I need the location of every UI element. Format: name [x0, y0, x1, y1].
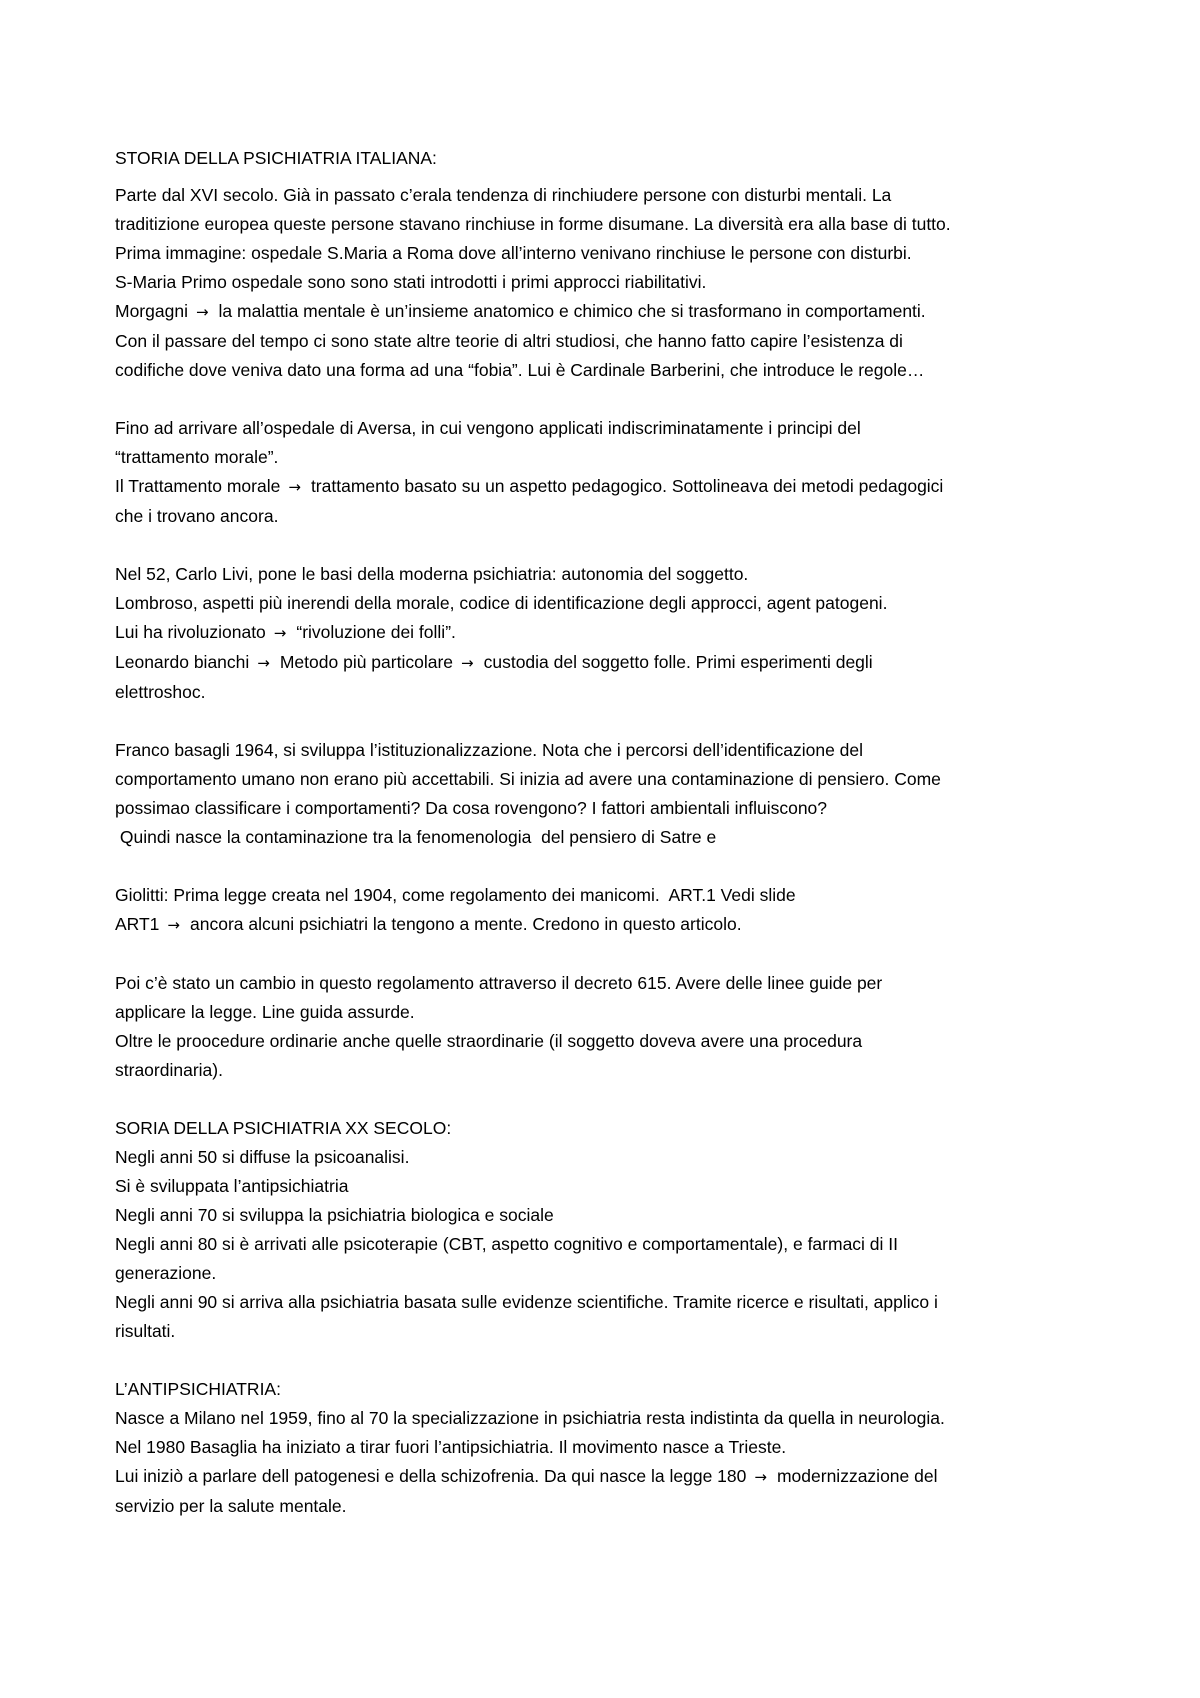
text-segment: codifiche dove veniva dato una forma ad una “fobia”. Lui è Cardinale Barberini, che introduce le regole…	[115, 360, 925, 380]
paragraph-gap	[115, 1085, 1100, 1114]
text-line	[115, 881, 1100, 910]
text-line	[115, 472, 1100, 502]
text-segment: che i trovano ancora.	[115, 506, 279, 526]
arrow-right-icon: →	[754, 1468, 767, 1486]
text-line	[115, 414, 1100, 443]
text-segment: Parte dal XVI secolo. Già in passato c’erala tendenza di rinchiudere persone con disturbi mentali. La	[115, 185, 892, 205]
text-line	[115, 1462, 1100, 1492]
text-segment: Quindi nasce la contaminazione tra la fenomenologia del pensiero di Satre e	[115, 827, 717, 847]
text-line	[115, 1172, 1100, 1201]
text-segment: possimao classificare i comportamenti? Da cosa rovengono? I fattori ambientali influiscono?	[115, 798, 828, 818]
text-line	[115, 794, 1100, 823]
text-segment: Giolitti: Prima legge creata nel 1904, come regolamento dei manicomi. ART.1 Vedi slide	[115, 885, 796, 905]
text-segment: applicare la legge. Line guida assurde.	[115, 1002, 415, 1022]
text-line	[115, 1288, 1100, 1317]
text-segment: Negli anni 80 si è arrivati alle psicoterapie (CBT, aspetto cognitivo e comportamentale), e farmaci di II	[115, 1234, 899, 1254]
text-segment: custodia del soggetto folle. Primi esperimenti degli	[483, 652, 873, 672]
paragraph-gap	[115, 1346, 1100, 1375]
text-line	[115, 1056, 1100, 1085]
text-segment: Fino ad arrivare all’ospedale di Aversa, in cui vengono applicati indiscriminatamente i principi del	[115, 418, 861, 438]
text-line	[115, 648, 1100, 678]
text-segment: Negli anni 50 si diffuse la psicoanalisi.	[115, 1147, 410, 1167]
text-segment: Oltre le proocedure ordinarie anche quelle straordinarie (il soggetto doveva avere una procedura	[115, 1031, 863, 1051]
text-line	[115, 1433, 1100, 1462]
text-segment: Si è sviluppata l’antipsichiatria	[115, 1176, 349, 1196]
text-segment: Morgagni	[115, 301, 188, 321]
text-line	[115, 1201, 1100, 1230]
document-body	[115, 144, 1100, 1521]
text-line	[115, 998, 1100, 1027]
section-title: STORIA DELLA PSICHIATRIA ITALIANA:	[115, 148, 437, 168]
paragraph-gap	[115, 940, 1100, 969]
text-segment: straordinaria).	[115, 1060, 223, 1080]
text-line	[115, 1375, 1100, 1404]
text-segment: traditizione europea queste persone stavano rinchiuse in forme disumane. La diversità era alla base di tutto.	[115, 214, 951, 234]
text-segment: ART1	[115, 914, 160, 934]
document-section	[115, 736, 1100, 852]
document-section	[115, 1114, 1100, 1346]
document-section	[115, 969, 1100, 1085]
text-line	[115, 1230, 1100, 1259]
paragraph-gap	[115, 852, 1100, 881]
text-segment: Metodo più particolare	[279, 652, 454, 672]
text-segment: la malattia mentale è un’insieme anatomico e chimico che si trasformano in comportamenti.	[218, 301, 926, 321]
text-line	[115, 823, 1100, 852]
text-segment: risultati.	[115, 1321, 176, 1341]
text-segment: Leonardo bianchi	[115, 652, 250, 672]
arrow-right-icon: →	[273, 624, 287, 642]
text-segment: Nasce a Milano nel 1959, fino al 70 la specializzazione in psichiatria resta indistinta da quella in neurologia.	[115, 1408, 945, 1428]
text-segment: Nel 52, Carlo Livi, pone le basi della moderna psichiatria: autonomia del soggetto.	[115, 564, 749, 584]
text-line	[115, 736, 1100, 765]
text-segment: Lombroso, aspetti più inerendi della morale, codice di identificazione degli approcci, agent patogeni.	[115, 593, 888, 613]
arrow-right-icon: →	[461, 654, 474, 672]
arrow-right-icon: →	[167, 916, 180, 934]
text-segment: Lui ha rivoluzionato	[115, 622, 266, 642]
text-line	[115, 1492, 1100, 1521]
text-line	[115, 443, 1100, 472]
text-line	[115, 1259, 1100, 1288]
text-line	[115, 297, 1100, 327]
arrow-right-icon: →	[195, 303, 209, 321]
text-segment: trattamento basato su un aspetto pedagogico. Sottolineava dei metodi pedagogici	[310, 476, 944, 496]
text-line	[115, 1404, 1100, 1433]
text-segment: Poi c’è stato un cambio in questo regolamento attraverso il decreto 615. Avere delle linee guide per	[115, 973, 883, 993]
text-segment: Con il passare del tempo ci sono state altre teorie di altri studiosi, che hanno fatto capire l’esistenza di	[115, 331, 903, 351]
text-segment: Negli anni 90 si arriva alla psichiatria basata sulle evidenze scientifiche. Tramite ricerce e risultati, applico i	[115, 1292, 938, 1312]
text-segment: “rivoluzione dei folli”.	[296, 622, 456, 642]
text-line	[115, 502, 1100, 531]
text-segment: Lui iniziò a parlare dell patogenesi e della schizofrenia. Da qui nasce la legge 180	[115, 1466, 747, 1486]
text-line	[115, 181, 1100, 210]
text-line	[115, 560, 1100, 589]
text-segment: generazione.	[115, 1263, 217, 1283]
document-section	[115, 144, 1100, 385]
arrow-right-icon: →	[257, 654, 270, 672]
text-line	[115, 969, 1100, 998]
text-segment: S-Maria Primo ospedale sono sono stati introdotti i primi approcci riabilitativi.	[115, 272, 707, 292]
text-segment: comportamento umano non erano più accettabili. Si inizia ad avere una contaminazione di pensiero. Come	[115, 769, 941, 789]
text-line	[115, 910, 1100, 940]
text-segment: Nel 1980 Basaglia ha iniziato a tirar fuori l’antipsichiatria. Il movimento nasce a Trieste.	[115, 1437, 787, 1457]
text-segment: Franco basagli 1964, si sviluppa l’istituzionalizzazione. Nota che i percorsi dell’identificazione del	[115, 740, 864, 760]
text-line	[115, 618, 1100, 648]
text-segment: Negli anni 70 si sviluppa la psichiatria biologica e sociale	[115, 1205, 554, 1225]
text-segment: “trattamento morale”.	[115, 447, 279, 467]
text-line	[115, 1143, 1100, 1172]
text-segment: Il Trattamento morale	[115, 476, 281, 496]
document-section	[115, 414, 1100, 531]
document-section	[115, 1375, 1100, 1521]
text-line	[115, 356, 1100, 385]
arrow-right-icon: →	[288, 478, 301, 496]
text-segment: servizio per la salute mentale.	[115, 1496, 347, 1516]
text-segment: elettroshoc.	[115, 682, 206, 702]
text-segment: L’ANTIPSICHIATRIA:	[115, 1379, 281, 1399]
text-segment: SORIA DELLA PSICHIATRIA XX SECOLO:	[115, 1118, 452, 1138]
text-line	[115, 327, 1100, 356]
paragraph-gap	[115, 531, 1100, 560]
document-section	[115, 881, 1100, 940]
text-line	[115, 268, 1100, 297]
text-line	[115, 1317, 1100, 1346]
text-segment: ancora alcuni psichiatri la tengono a mente. Credono in questo articolo.	[190, 914, 742, 934]
text-line	[115, 765, 1100, 794]
text-line	[115, 210, 1100, 239]
paragraph-gap	[115, 707, 1100, 736]
document-section	[115, 560, 1100, 707]
text-line	[115, 1027, 1100, 1056]
text-line	[115, 239, 1100, 268]
paragraph-gap	[115, 385, 1100, 414]
text-segment: Prima immagine: ospedale S.Maria a Roma dove all’interno venivano rinchiuse le persone con disturbi.	[115, 243, 912, 263]
text-segment: modernizzazione del	[776, 1466, 938, 1486]
text-line	[115, 1114, 1100, 1143]
text-line	[115, 678, 1100, 707]
text-line	[115, 589, 1100, 618]
